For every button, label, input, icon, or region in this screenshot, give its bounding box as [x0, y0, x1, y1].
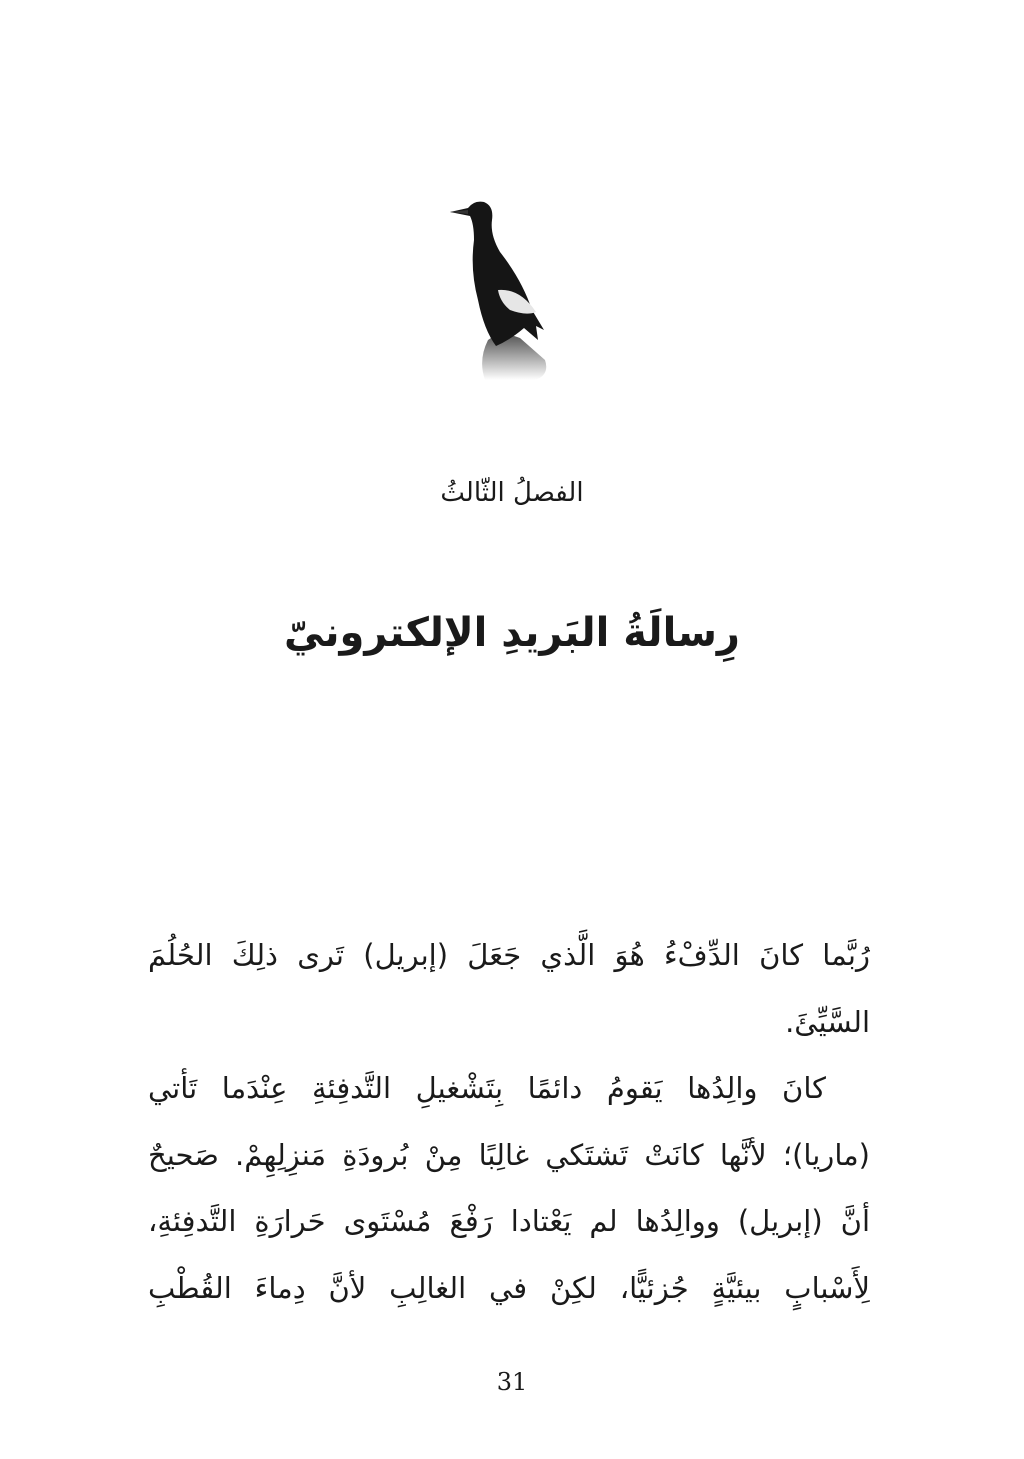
- body-text: [148, 930, 870, 1329]
- bird-illustration: [440, 190, 560, 390]
- body-line: كانَ والِدُها يَقومُ دائمًا بِتَشْغيلِ التَّدفِئةِ عِنْدَما تَأتي: [148, 1071, 826, 1105]
- body-line: (ماريا)؛ لأنَّها كانَتْ تَشتَكي غالِبًا مِنْ بُرودَةِ مَنزِلِهِمْ. صَحيحٌ: [148, 1137, 870, 1172]
- chapter-label: الفصلُ الثّالثُ: [440, 478, 584, 508]
- body-line: لِأَسْبابٍ بيئيَّةٍ جُزئيًّا، لكِنْ في الغالِبِ لأنَّ دِماءَ القُطْبِ: [148, 1270, 870, 1305]
- chapter-title: رِسالَةُ البَريدِ الإلكترونيّ: [284, 610, 740, 656]
- page-number: 31: [496, 1368, 528, 1396]
- body-line: السَّيِّئَ.: [785, 1004, 870, 1039]
- body-line: أنَّ (إبريل) ووالِدُها لم يَعْتادا رَفْعَ مُسْتَوى حَرارَةِ التَّدفِئةِ،: [148, 1204, 870, 1238]
- body-line: رُبَّما كانَ الدِّفْءُ هُوَ الَّذي جَعَلَ (إبريل) تَرى ذلِكَ الحُلُمَ: [148, 938, 870, 972]
